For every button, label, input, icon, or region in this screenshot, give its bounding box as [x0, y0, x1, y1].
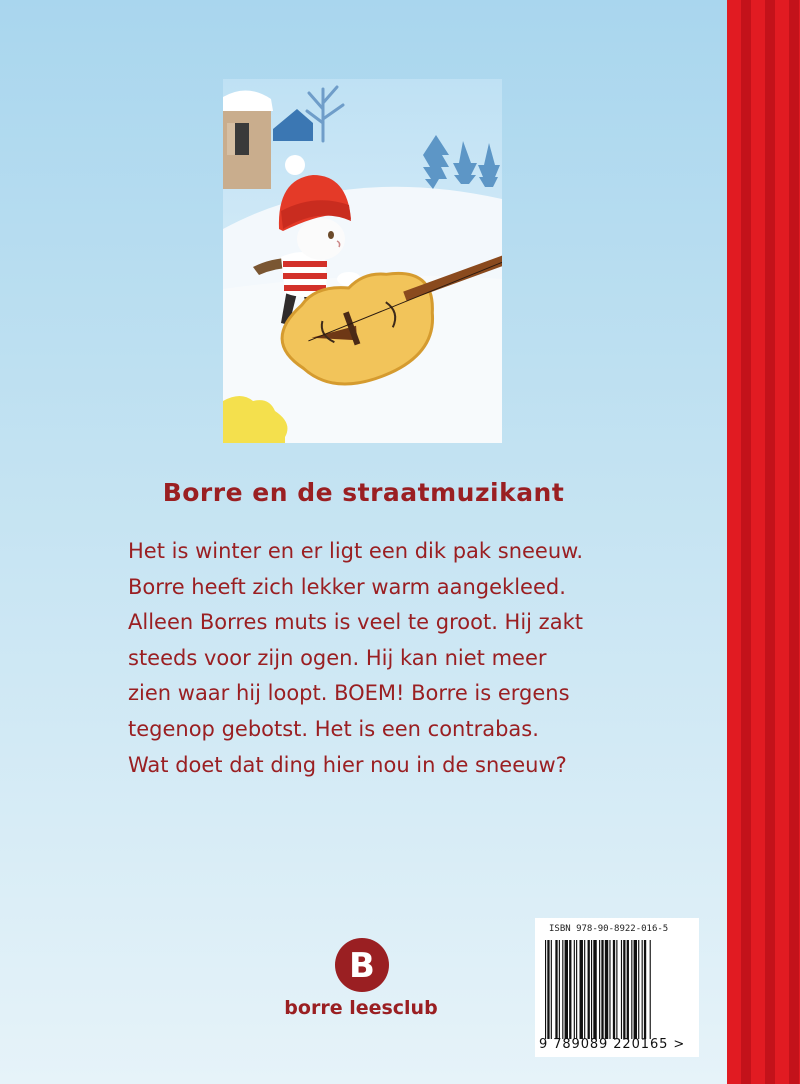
barcode-bar	[650, 940, 651, 1039]
barcode-bar	[580, 940, 583, 1039]
barcode-bar	[642, 940, 643, 1039]
barcode-bar	[551, 940, 552, 1039]
borre-logo-icon	[334, 937, 390, 993]
blurb-line: tegenop gebotst. Het is een contrabas.	[128, 716, 539, 741]
barcode-bar	[591, 940, 592, 1039]
barcode-bar	[565, 940, 568, 1039]
barcode-bar	[562, 940, 563, 1039]
barcode-bar	[545, 940, 546, 1039]
barcode-bar	[634, 940, 637, 1039]
barcode-bar	[605, 940, 608, 1039]
barcode-bar	[623, 940, 625, 1039]
cover-illustration	[223, 79, 502, 443]
book-title: Borre en de straatmuzikant	[162, 478, 565, 507]
barcode-bar	[576, 940, 577, 1039]
barcode-bar	[627, 940, 629, 1039]
blurb-line: Het is winter en er ligt een dik pak sneeuw.	[128, 539, 584, 563]
barcode-panel	[535, 918, 699, 1057]
red-striped-spine	[727, 0, 800, 1084]
isbn-label: ISBN 978-90-8922-016-5	[549, 924, 669, 934]
blurb-text	[128, 534, 608, 783]
barcode-bar	[609, 940, 610, 1039]
barcode-digits: 9 789089 220165 >	[539, 1037, 686, 1052]
blurb-line: Alleen Borres muts is veel te groot. Hij zakt	[128, 610, 583, 635]
barcode-bar	[631, 940, 632, 1039]
blurb-line: zien waar hij loopt. BOEM! Borre is ergens	[128, 681, 570, 706]
blurb-line: steeds voor zijn ogen. Hij kan niet meer	[128, 645, 547, 670]
barcode-bar	[644, 940, 646, 1039]
barcode-bar	[599, 940, 600, 1039]
barcode-bar	[638, 940, 639, 1039]
barcode-bar	[613, 940, 615, 1039]
barcode-bar	[593, 940, 596, 1039]
barcode-bar	[621, 940, 622, 1039]
publisher-name: borre leesclub	[284, 997, 438, 1019]
barcode-bar	[601, 940, 603, 1039]
blurb-line: Borre heeft zich lekker warm aangekleed.	[128, 574, 566, 599]
barcode-bar	[588, 940, 590, 1039]
barcode-bar	[574, 940, 575, 1039]
barcode-bar	[555, 940, 557, 1039]
barcode-bar	[569, 940, 571, 1039]
barcode-bar	[616, 940, 617, 1039]
barcode-bars	[545, 940, 691, 1039]
logo-letter: B	[349, 946, 375, 986]
barcode-bar	[584, 940, 585, 1039]
blurb-line: Wat doet dat ding hier nou in de sneeuw?	[128, 752, 567, 777]
barcode-bar	[559, 940, 560, 1039]
barcode-bar	[547, 940, 549, 1039]
